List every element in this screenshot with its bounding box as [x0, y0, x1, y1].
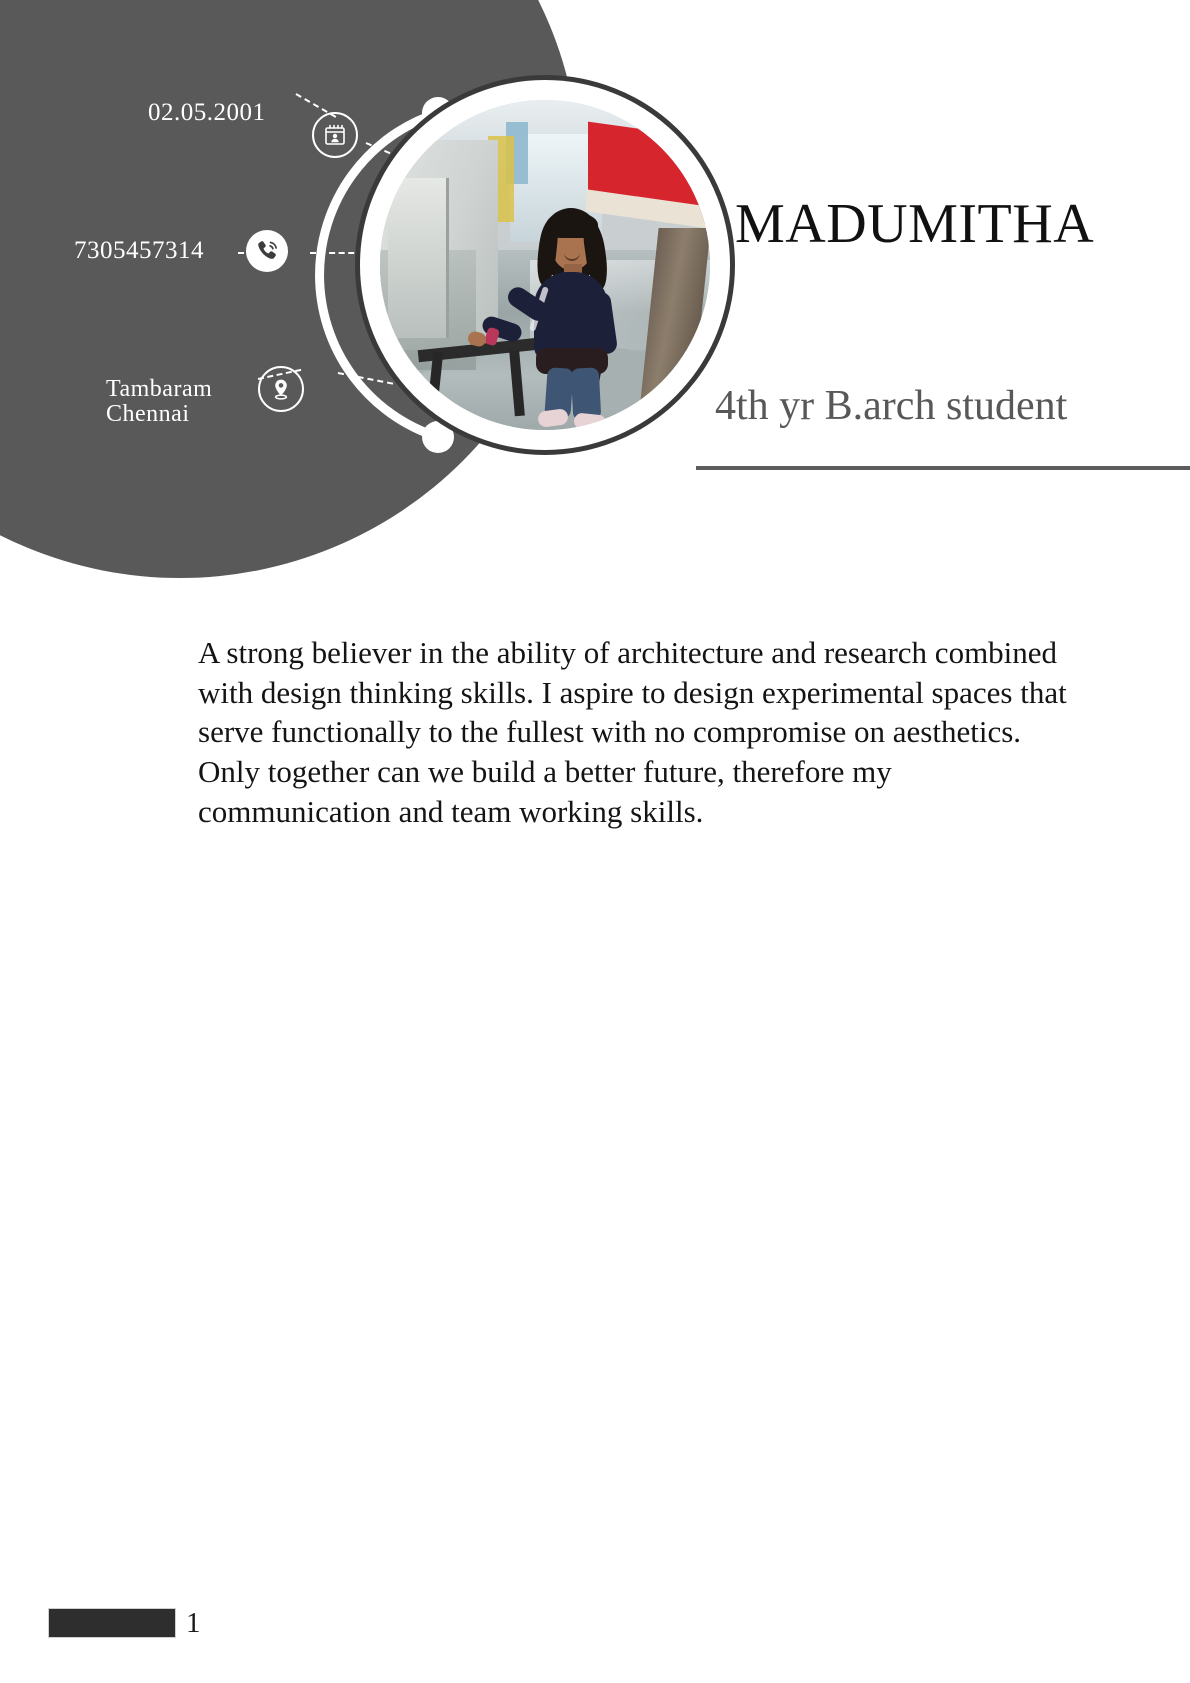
header-hero	[0, 0, 1190, 590]
page-title: MADUMITHA	[735, 193, 1095, 255]
page-number: 1	[186, 1606, 201, 1639]
location-line-1: Tambaram	[106, 375, 213, 402]
title-underline-rule	[696, 466, 1190, 470]
photo-subject	[512, 208, 642, 430]
phone-value: 7305457314	[74, 236, 204, 264]
profile-photo	[380, 100, 710, 430]
footer	[48, 1608, 201, 1638]
date-of-birth-value: 02.05.2001	[148, 98, 266, 126]
profile-summary-paragraph: A strong believer in the ability of architecture and research combined with design thinking skills. I aspire to design experimental spaces that serve functionally to the fullest with no compromise on aesthetics. Only together can we build a better future, therefore my communication and team working skills.	[198, 635, 1067, 829]
job-title: 4th yr B.arch student	[715, 383, 1068, 429]
contact-phone	[74, 230, 288, 272]
footer-progress-bar	[48, 1608, 176, 1638]
contact-location	[106, 366, 304, 438]
name-block	[735, 193, 1190, 255]
map-pin-icon	[258, 366, 304, 412]
phone-ringing-icon	[246, 230, 288, 272]
contact-date-of-birth	[148, 68, 358, 158]
location-line-2: Chennai	[106, 401, 190, 427]
